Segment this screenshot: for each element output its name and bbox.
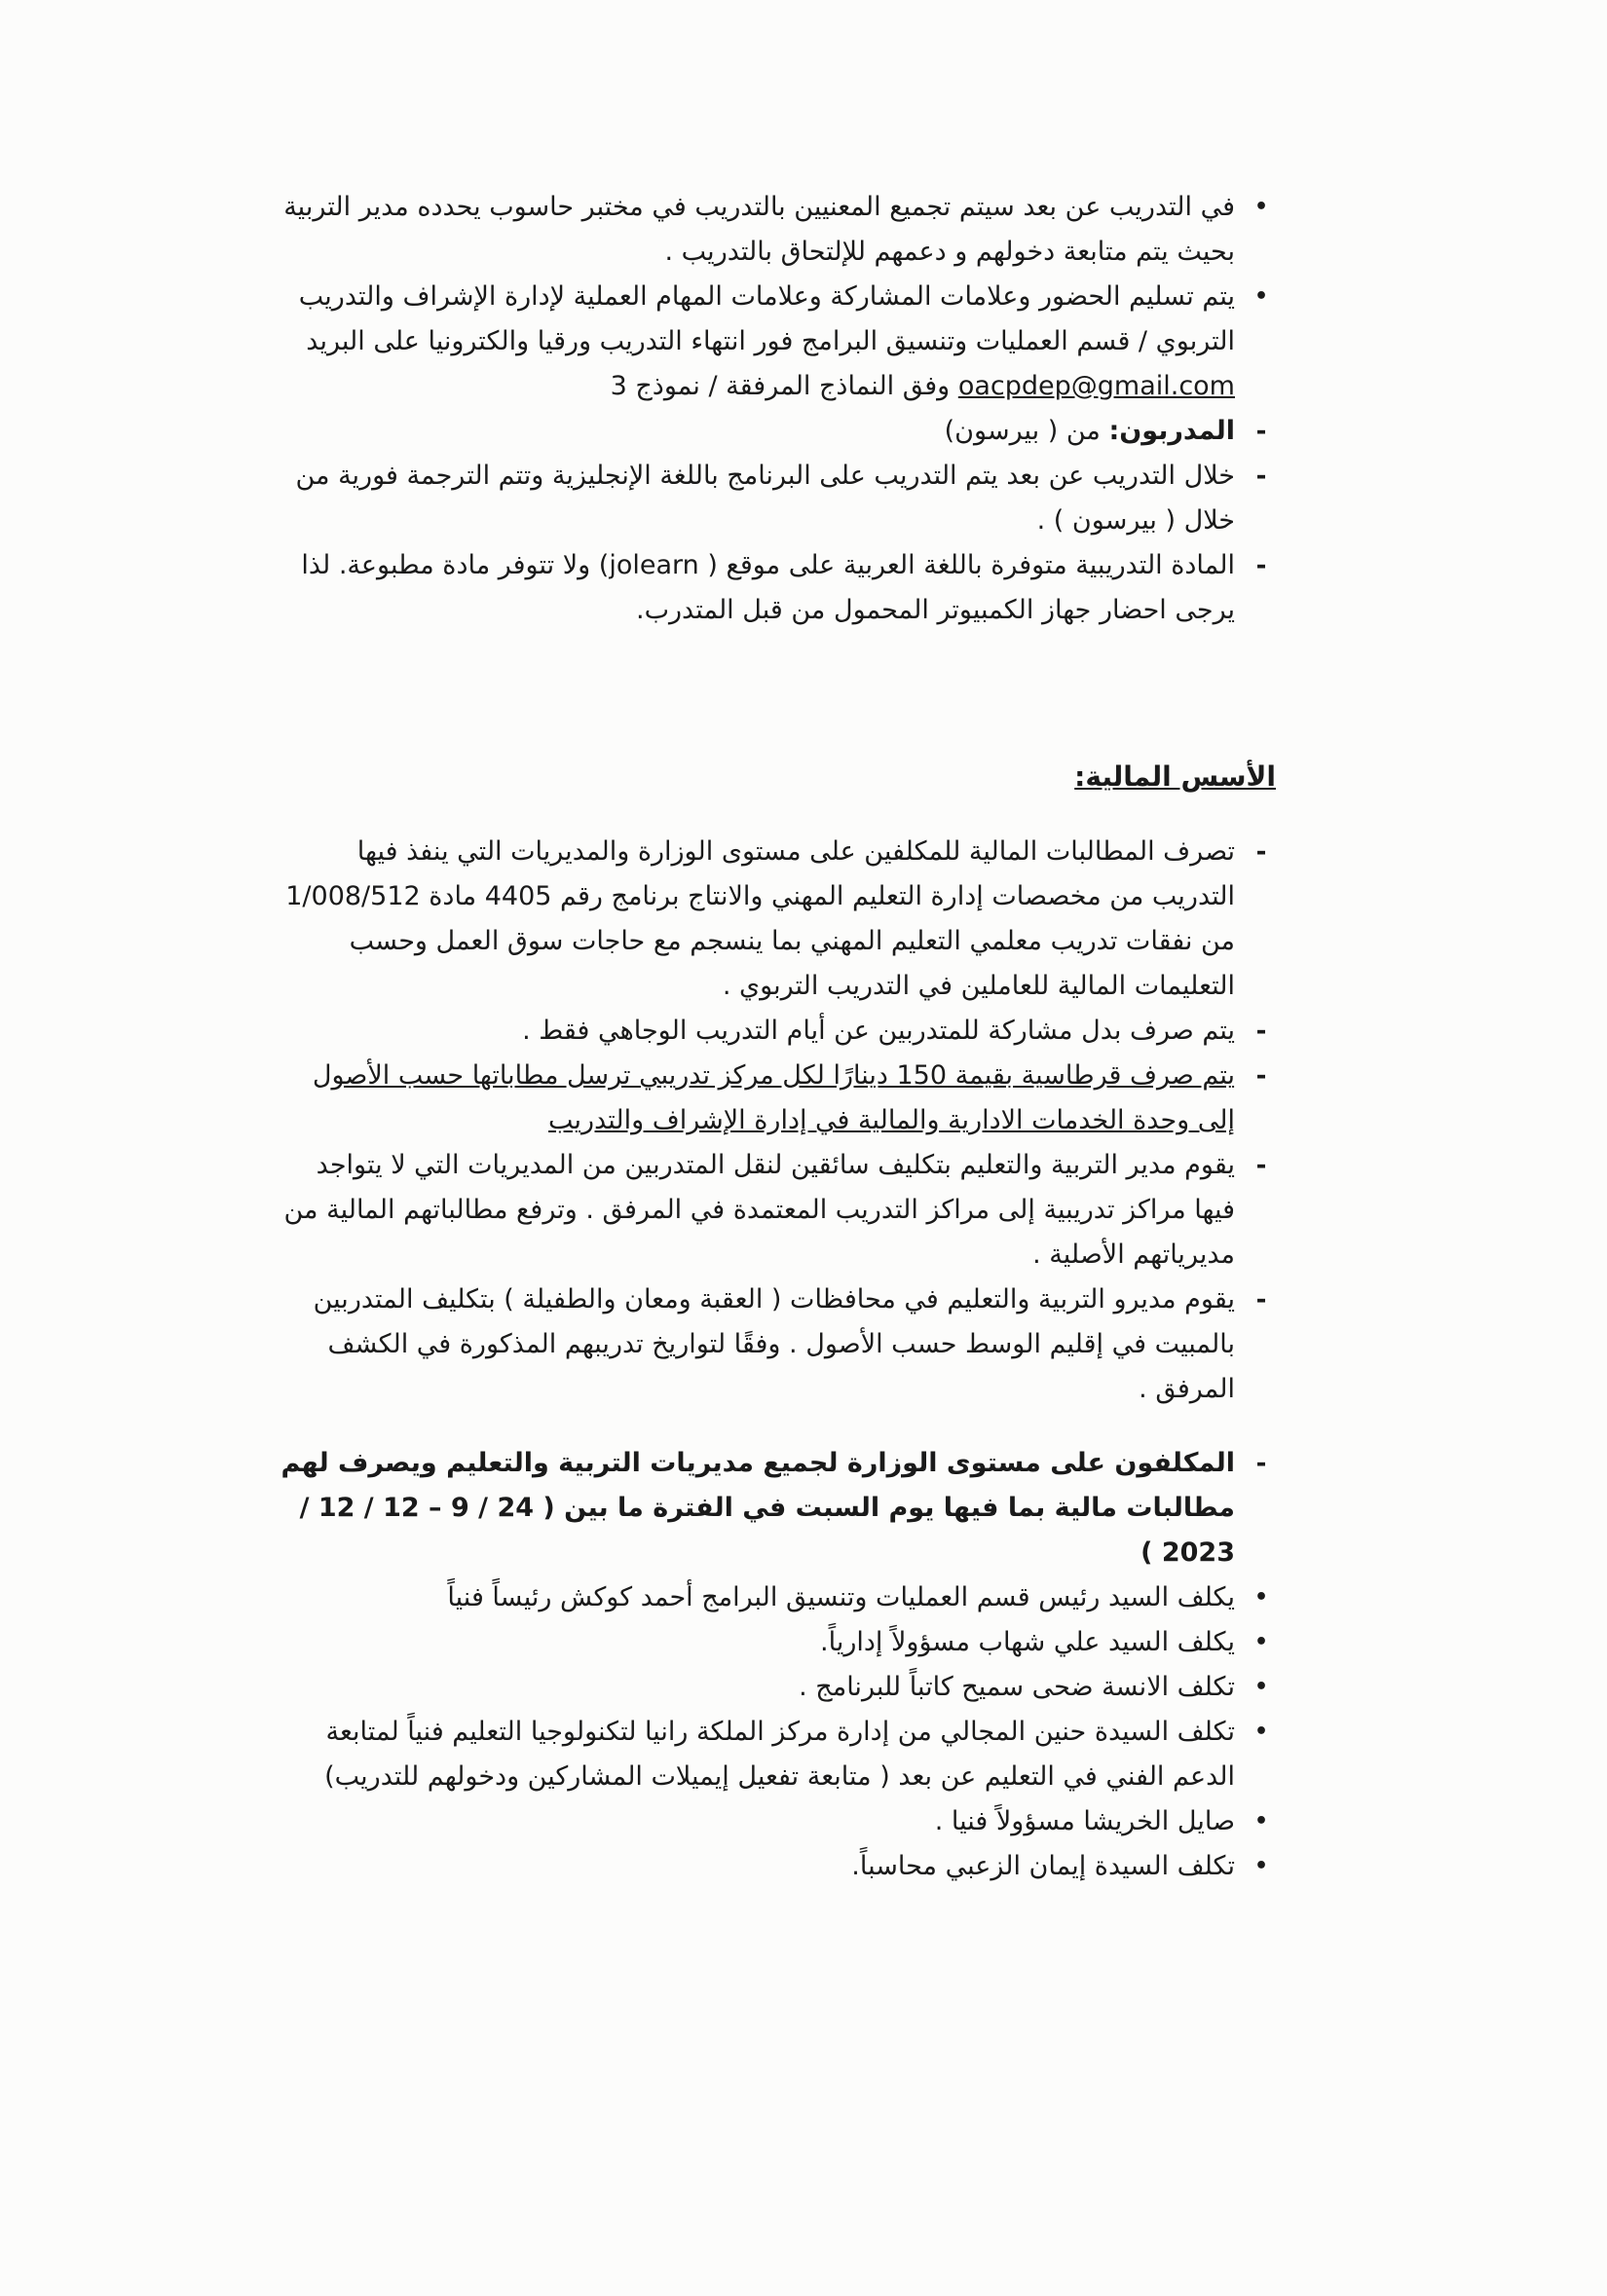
section-title: الأسس المالية: (1074, 760, 1276, 793)
item-text: تكلف الانسة ضحى سميح كاتباً للبرنامج . (799, 1672, 1235, 1702)
item-text: يقوم مدير التربية والتعليم بتكليف سائقين لنقل المتدربين من المديريات التي لا يتواجد فيها مراكز تدريبية إلى مراكز التدريب المعتمدة في المرفق . وترفع مطالباتهم المالية من مديرياتهم الأصلية . (283, 1150, 1235, 1270)
email-link[interactable]: oacpdep@gmail.com (957, 371, 1235, 401)
list-item (273, 1054, 1276, 1143)
dash-marker: - (1255, 551, 1267, 580)
list-item (273, 1844, 1276, 1889)
list-item (273, 1799, 1276, 1844)
item-text: يقوم مديرو التربية والتعليم في محافظات ( العقبة ومعان والطفيلة ) بتكليف المتدربين بالمبيت في إقليم الوسط حسب الأصول . وفقًا لتواريخ تدريبهم المذكورة في الكشف المرفق . (313, 1284, 1235, 1404)
section2-list (273, 830, 1276, 1412)
item-text: المادة التدريبية متوفرة باللغة العربية على موقع (726, 550, 1235, 580)
list-item (273, 1575, 1276, 1620)
item-text: يتم تسليم الحضور وعلامات المشاركة وعلامات المهام العملية لإدارة الإشراف والتدريب التربوي / قسم العمليات وتنسيق البرامج فور انتهاء التدريب ورقيا والكترونيا على البريد (298, 281, 1235, 356)
item-text: تكلف السيدة إيمان الزعبي محاسباً. (851, 1851, 1235, 1881)
spacer (273, 1412, 1276, 1441)
item-text: يكلف السيد رئيس قسم العمليات وتنسيق البرامج أحمد كوكش رئيساً فنياً (447, 1582, 1235, 1612)
section1-list (273, 185, 1276, 633)
spacer (273, 804, 1276, 830)
trainers-label: المدربون: (1108, 416, 1235, 446)
dash-marker: - (1255, 1017, 1267, 1046)
list-item (273, 1441, 1276, 1575)
bullet-marker: • (1253, 1720, 1269, 1744)
document-body (273, 185, 1276, 1889)
list-item (273, 454, 1276, 543)
item-text: وفق النماذج المرفقة / نموذج 3 (610, 371, 951, 401)
list-item (273, 1620, 1276, 1665)
item-text: يتم صرف بدل مشاركة للمتدربين عن أيام التدريب الوجاهي فقط . (522, 1016, 1235, 1046)
list-item (273, 409, 1276, 454)
section3-list (273, 1575, 1276, 1889)
website-name: (jolearn ) (598, 550, 718, 580)
bullet-marker: • (1253, 195, 1269, 219)
item-text: تصرف المطالبات المالية للمكلفين على مستوى الوزارة والمديريات التي ينفذ فيها التدريب من مخصصات إدارة التعليم المهني والانتاج برنامج رقم 4405 مادة 1/008/512 من نفقات تدريب معلمي التعليم المهني بما ينسجم مع حاجات سوق العمل وحسب التعليمات المالية للعاملين في التدريب التربوي . (285, 836, 1235, 1001)
section-heading: المكلفون على مستوى الوزارة لجميع مديريات التربية والتعليم ويصرف لهم مطالبات مالية بما فيها يوم السبت في الفترة ما بين ( 24 / 9 – 12 / 12 / 2023 ) (280, 1448, 1235, 1568)
list-item (273, 275, 1276, 409)
list-item (273, 1143, 1276, 1278)
item-text: تكلف السيدة حنين المجالي من إدارة مركز الملكة رانيا لتكنولوجيا التعليم فنياً لمتابعة الدعم الفني في التعليم عن بعد ( متابعة تفعيل إيميلات المشاركين ودخولهم للتدريب) (324, 1717, 1235, 1792)
bullet-marker: • (1253, 1854, 1269, 1878)
item-text: ولا تتوفر مادة مطبوعة. لذا يرجى احضار جهاز الكمبيوتر المحمول من قبل المتدرب. (301, 550, 1235, 625)
dash-marker: - (1255, 417, 1267, 446)
item-text: خلال التدريب عن بعد يتم التدريب على البرنامج باللغة الإنجليزية وتتم الترجمة فورية من خلال ( بيرسون ) . (295, 461, 1235, 536)
section3-heading (273, 1441, 1276, 1575)
list-item (273, 185, 1276, 275)
item-text: يتم صرف قرطاسية بقيمة 150 دينارًا لكل مركز تدريبي ترسل مطاباتها حسب الأصول إلى وحدة الخدمات الادارية والمالية في إدارة الإشراف والتدريب (312, 1060, 1235, 1135)
dash-marker: - (1255, 462, 1267, 491)
list-item (273, 1710, 1276, 1799)
spacer (273, 633, 1276, 750)
dash-marker: - (1255, 1151, 1267, 1180)
list-item (273, 1278, 1276, 1412)
item-text: يكلف السيد علي شهاب مسؤولاً إدارياً. (820, 1627, 1235, 1657)
dash-marker: - (1255, 1285, 1267, 1315)
list-item (273, 1009, 1276, 1054)
list-item (273, 1665, 1276, 1710)
bullet-marker: • (1253, 1809, 1269, 1833)
list-item (273, 543, 1276, 633)
bullet-marker: • (1253, 1675, 1269, 1699)
bullet-marker: • (1253, 1585, 1269, 1610)
bullet-marker: • (1253, 284, 1269, 309)
dash-marker: - (1255, 837, 1267, 867)
item-text: من ( بيرسون) (944, 416, 1101, 446)
list-item (273, 830, 1276, 1009)
dash-marker: - (1255, 1061, 1267, 1091)
item-text: صايل الخريشا مسؤولاً فنيا . (934, 1806, 1235, 1836)
bullet-marker: • (1253, 1630, 1269, 1654)
item-text: في التدريب عن بعد سيتم تجميع المعنيين بالتدريب في مختبر حاسوب يحدده مدير التربية بحيث يتم متابعة دخولهم و دعمهم للإلتحاق بالتدريب . (283, 192, 1235, 267)
dash-marker: - (1255, 1449, 1267, 1478)
section-title-row (273, 750, 1276, 804)
